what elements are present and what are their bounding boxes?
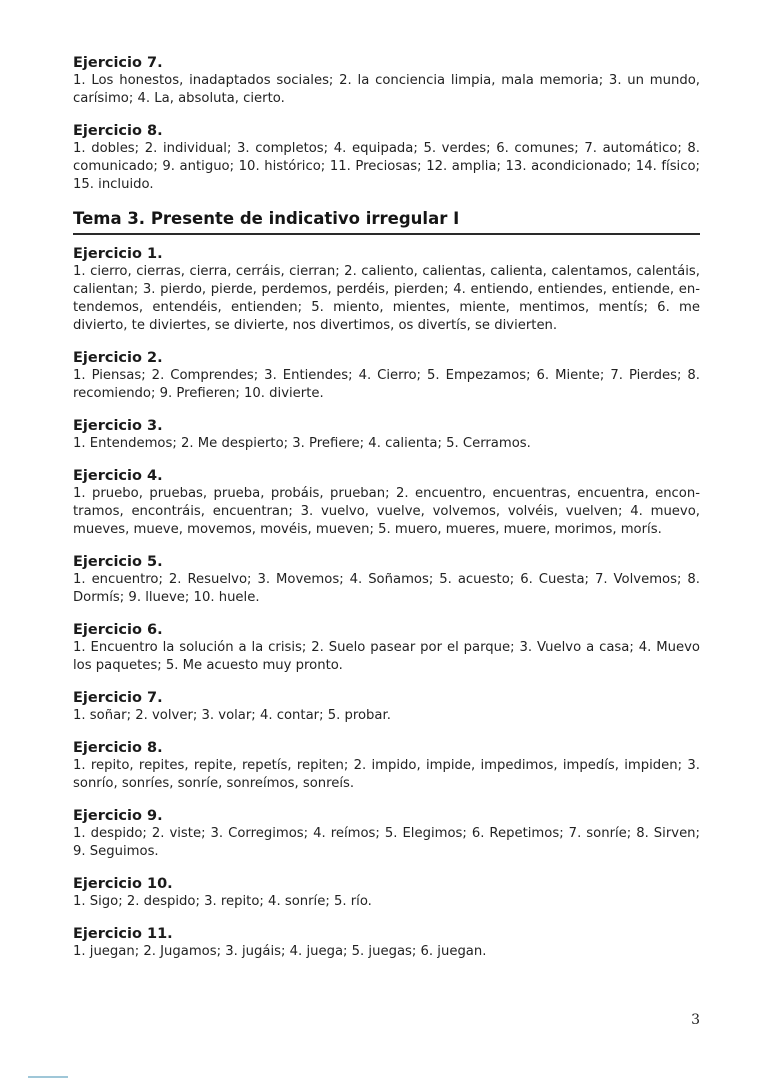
exercise-title: Ejercicio 9. <box>73 808 163 824</box>
exercise-answers: 1. pruebo, pruebas, prueba, probáis, prueban; 2. encuentro, encuentras, encuentra, encontramos, encontráis, encuentran; 3. vuelvo, vuelve, volvemos, volvéis, vuelven; 4. muevo, mueves, mueve, movemos, movéis, mueven; 5. muero, mueres, muere, morimos, morís. <box>73 486 700 537</box>
exercise-title: Ejercicio 11. <box>73 926 173 942</box>
exercise-block <box>73 739 700 793</box>
answer-key-page <box>73 54 700 975</box>
exercise-block <box>73 54 700 108</box>
exercise-answers: 1. soñar; 2. volver; 3. volar; 4. contar; 5. probar. <box>73 708 391 723</box>
exercise-title: Ejercicio 7. <box>73 690 163 706</box>
exercise-title: Ejercicio 6. <box>73 622 163 638</box>
exercise-answers: 1. despido; 2. viste; 3. Corregimos; 4. reímos; 5. Elegimos; 6. Repetimos; 7. sonríe; 8. Sirven; 9. Seguimos. <box>73 826 700 859</box>
exercise-title: Ejercicio 8. <box>73 123 163 139</box>
exercise-answers: 1. Entendemos; 2. Me despierto; 3. Prefiere; 4. calienta; 5. Cerramos. <box>73 436 531 451</box>
exercise-title: Ejercicio 1. <box>73 246 163 262</box>
exercise-title: Ejercicio 4. <box>73 468 163 484</box>
exercise-answers: 1. dobles; 2. individual; 3. completos; 4. equipada; 5. verdes; 6. comunes; 7. automático; 8. comunicado; 9. antiguo; 10. histórico; 11. Preciosas; 12. amplia; 13. acondicionado; 14. físico; 15. incluido. <box>73 141 700 192</box>
section-heading: Tema 3. Presente de indicativo irregular I <box>73 208 700 235</box>
page-number: 3 <box>691 1012 700 1028</box>
exercise-block <box>73 349 700 403</box>
exercise-block <box>73 689 700 725</box>
exercise-answers: 1. encuentro; 2. Resuelvo; 3. Movemos; 4. Soñamos; 5. acuesto; 6. Cuesta; 7. Volvemos; 8. Dormís; 9. llueve; 10. huele. <box>73 572 700 605</box>
exercise-block <box>73 122 700 194</box>
exercise-answers: 1. juegan; 2. Jugamos; 3. jugáis; 4. juega; 5. juegas; 6. juegan. <box>73 944 487 959</box>
exercise-block <box>73 925 700 961</box>
exercise-title: Ejercicio 10. <box>73 876 173 892</box>
exercise-block <box>73 467 700 539</box>
exercise-title: Ejercicio 5. <box>73 554 163 570</box>
exercise-block <box>73 553 700 607</box>
scan-edge-mark <box>28 1076 68 1078</box>
exercise-block <box>73 245 700 335</box>
exercise-answers: 1. repito, repites, repite, repetís, repiten; 2. impido, impide, impedimos, impedís, impiden; 3. sonrío, sonríes, sonríe, sonreímos, sonreís. <box>73 758 700 791</box>
exercise-block <box>73 807 700 861</box>
exercise-answers: 1. cierro, cierras, cierra, cerráis, cierran; 2. caliento, calientas, calienta, calentamos, calentáis, calientan; 3. pierdo, pierde, perdemos, perdéis, pierden; 4. entiendo, entiendes, entiende, entendemos, entendéis, entienden; 5. miento, mientes, miente, mentimos, mentís; 6. me divierto, te diviertes, se divierte, nos divertimos, os divertís, se divierten. <box>73 264 700 333</box>
exercise-block <box>73 621 700 675</box>
exercise-block <box>73 875 700 911</box>
exercise-answers: 1. Sigo; 2. despido; 3. repito; 4. sonríe; 5. río. <box>73 894 372 909</box>
exercise-answers: 1. Piensas; 2. Comprendes; 3. Entiendes; 4. Cierro; 5. Empezamos; 6. Miente; 7. Pierdes; 8. recomiendo; 9. Prefieren; 10. divierte. <box>73 368 700 401</box>
exercise-title: Ejercicio 2. <box>73 350 163 366</box>
exercise-title: Ejercicio 3. <box>73 418 163 434</box>
exercise-answers: 1. Los honestos, inadaptados sociales; 2. la conciencia limpia, mala memoria; 3. un mundo, carísimo; 4. La, absoluta, cierto. <box>73 73 700 106</box>
exercise-block <box>73 417 700 453</box>
exercise-title: Ejercicio 8. <box>73 740 163 756</box>
exercise-answers: 1. Encuentro la solución a la crisis; 2. Suelo pasear por el parque; 3. Vuelvo a casa; 4. Muevo los paquetes; 5. Me acuesto muy pronto. <box>73 640 700 673</box>
exercise-title: Ejercicio 7. <box>73 55 163 71</box>
